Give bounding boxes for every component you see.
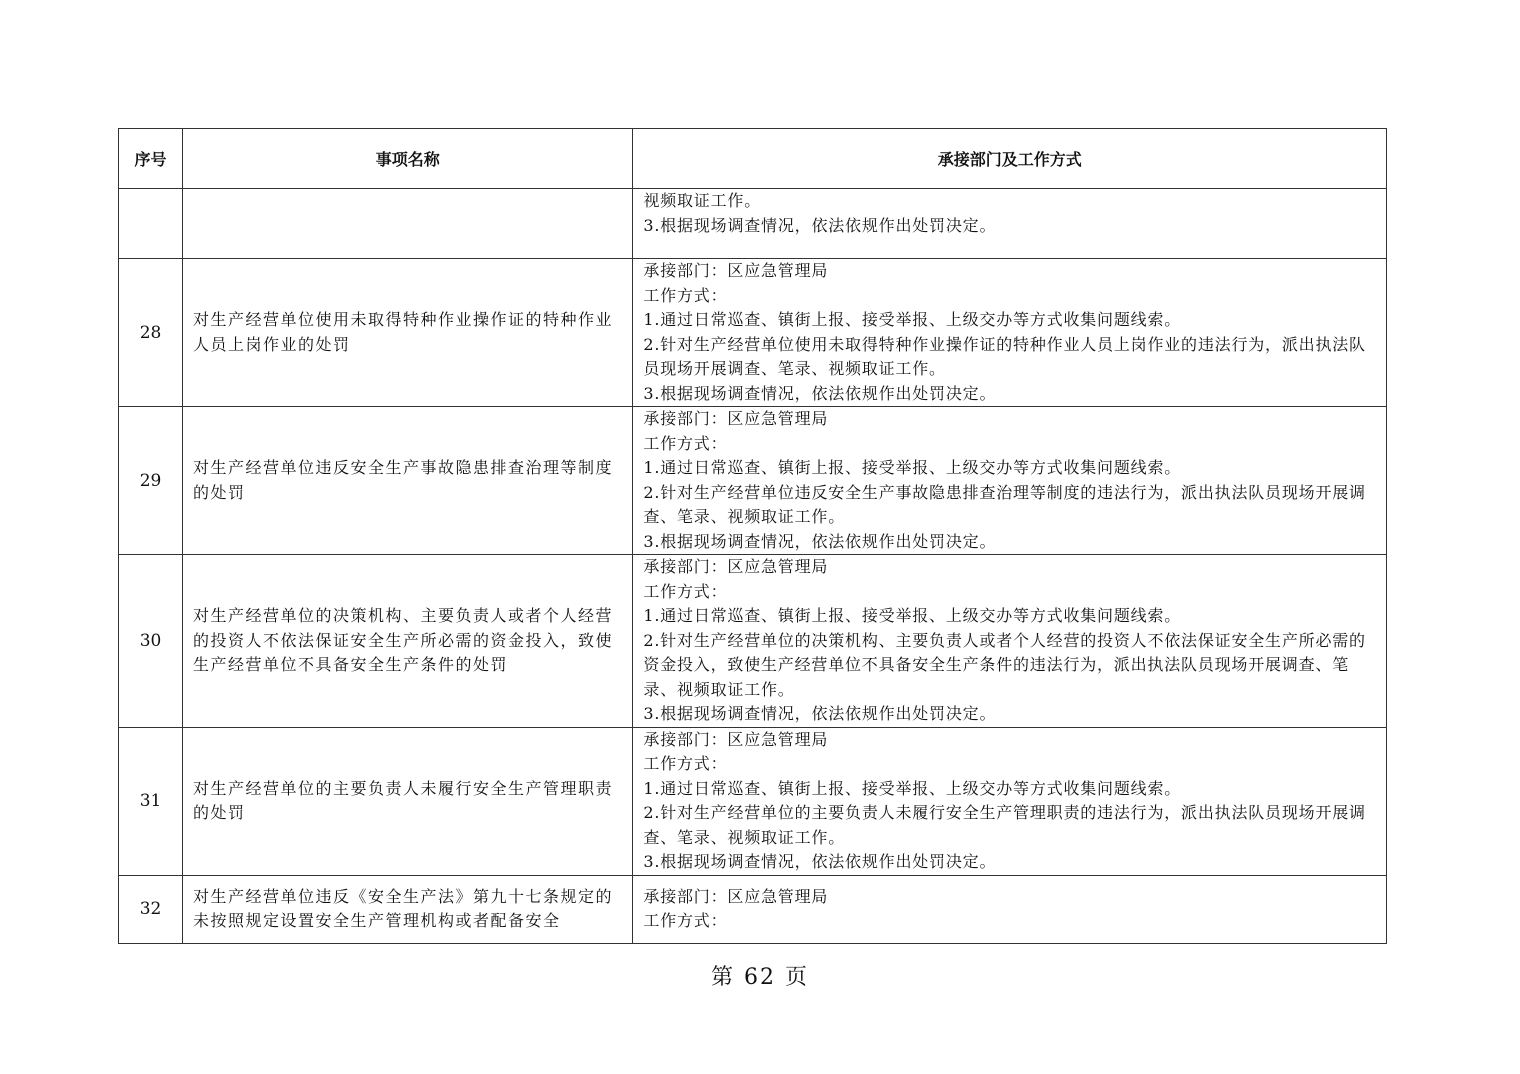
dept-line: 1.通过日常巡查、镇街上报、接受举报、上级交办等方式收集问题线索。 bbox=[643, 310, 1182, 329]
dept-line: 工作方式： bbox=[643, 433, 728, 453]
table-row bbox=[119, 407, 1387, 555]
dept-line: 3.根据现场调查情况，依法依规作出处罚决定。 bbox=[643, 383, 997, 403]
dept-line: 工作方式： bbox=[643, 911, 728, 930]
table-header-row bbox=[119, 129, 1387, 189]
table-row bbox=[119, 875, 1387, 943]
dept-line: 2.针对生产经营单位的主要负责人未履行安全生产管理职责的违法行为，派出执法队员现场开展调查、笔录、视频取证工作。 bbox=[643, 803, 1366, 847]
dept-line: 承接部门：区应急管理局 bbox=[643, 729, 829, 749]
cell-name bbox=[183, 189, 633, 259]
header-dept: 承接部门及工作方式 bbox=[633, 129, 1387, 189]
cell-dept bbox=[633, 727, 1387, 875]
table-row bbox=[119, 727, 1387, 875]
cell-seq: 29 bbox=[119, 407, 183, 555]
dept-line: 2.针对生产经营单位使用未取得特种作业操作证的特种作业人员上岗作业的违法行为，派出执法队员现场开展调查、笔录、视频取证工作。 bbox=[643, 334, 1366, 378]
cell-dept bbox=[633, 875, 1387, 943]
dept-line: 2.针对生产经营单位的决策机构、主要负责人或者个人经营的投资人不依法保证安全生产所必需的资金投入，致使生产经营单位不具备安全生产条件的违法行为，派出执法队员现场开展调查、笔录、视频取证工作。 bbox=[643, 630, 1366, 699]
dept-line: 工作方式： bbox=[643, 581, 728, 601]
cell-dept bbox=[633, 189, 1387, 259]
dept-line: 工作方式： bbox=[643, 285, 728, 305]
header-name: 事项名称 bbox=[183, 129, 633, 189]
cell-seq: 28 bbox=[119, 259, 183, 407]
dept-line: 承接部门：区应急管理局 bbox=[643, 409, 829, 428]
dept-line: 1.通过日常巡查、镇街上报、接受举报、上级交办等方式收集问题线索。 bbox=[643, 778, 1182, 798]
cell-name: 对生产经营单位的主要负责人未履行安全生产管理职责的处罚 bbox=[183, 727, 633, 875]
matters-table bbox=[118, 128, 1387, 944]
cell-seq: 32 bbox=[119, 875, 183, 943]
cell-dept bbox=[633, 555, 1387, 728]
cell-dept bbox=[633, 407, 1387, 555]
cell-name: 对生产经营单位的决策机构、主要负责人或者个人经营的投资人不依法保证安全生产所必需的资金投入，致使生产经营单位不具备安全生产条件的处罚 bbox=[183, 555, 633, 728]
cell-name: 对生产经营单位违反《安全生产法》第九十七条规定的未按照规定设置安全生产管理机构或者配备安全 bbox=[183, 875, 633, 943]
cell-name: 对生产经营单位违反安全生产事故隐患排查治理等制度的处罚 bbox=[183, 407, 633, 555]
cell-name: 对生产经营单位使用未取得特种作业操作证的特种作业人员上岗作业的处罚 bbox=[183, 259, 633, 407]
dept-line: 工作方式： bbox=[643, 754, 728, 773]
cell-seq: 30 bbox=[119, 555, 183, 728]
cell-dept bbox=[633, 259, 1387, 407]
dept-line: 3.根据现场调查情况，依法依规作出处罚决定。 bbox=[643, 531, 997, 551]
table-row bbox=[119, 259, 1387, 407]
table-row bbox=[119, 555, 1387, 728]
header-seq: 序号 bbox=[119, 129, 183, 189]
cell-seq bbox=[119, 189, 183, 259]
page-number: 第 62 页 bbox=[711, 965, 809, 990]
dept-line: 承接部门：区应急管理局 bbox=[643, 261, 829, 280]
cell-seq: 31 bbox=[119, 727, 183, 875]
table-row-continuation bbox=[119, 189, 1387, 259]
dept-line: 视频取证工作。 bbox=[643, 191, 761, 210]
dept-line: 1.通过日常巡查、镇街上报、接受举报、上级交办等方式收集问题线索。 bbox=[643, 458, 1182, 477]
dept-line: 3.根据现场调查情况，依法依规作出处罚决定。 bbox=[643, 704, 997, 723]
dept-line: 3.根据现场调查情况，依法依规作出处罚决定。 bbox=[643, 852, 997, 871]
dept-line: 3.根据现场调查情况，依法依规作出处罚决定。 bbox=[643, 215, 997, 235]
dept-line: 1.通过日常巡查、镇街上报、接受举报、上级交办等方式收集问题线索。 bbox=[643, 606, 1182, 625]
dept-line: 2.针对生产经营单位违反安全生产事故隐患排查治理等制度的违法行为，派出执法队员现场开展调查、笔录、视频取证工作。 bbox=[643, 482, 1366, 526]
dept-line: 承接部门：区应急管理局 bbox=[643, 557, 829, 576]
dept-line: 承接部门：区应急管理局 bbox=[643, 886, 829, 906]
